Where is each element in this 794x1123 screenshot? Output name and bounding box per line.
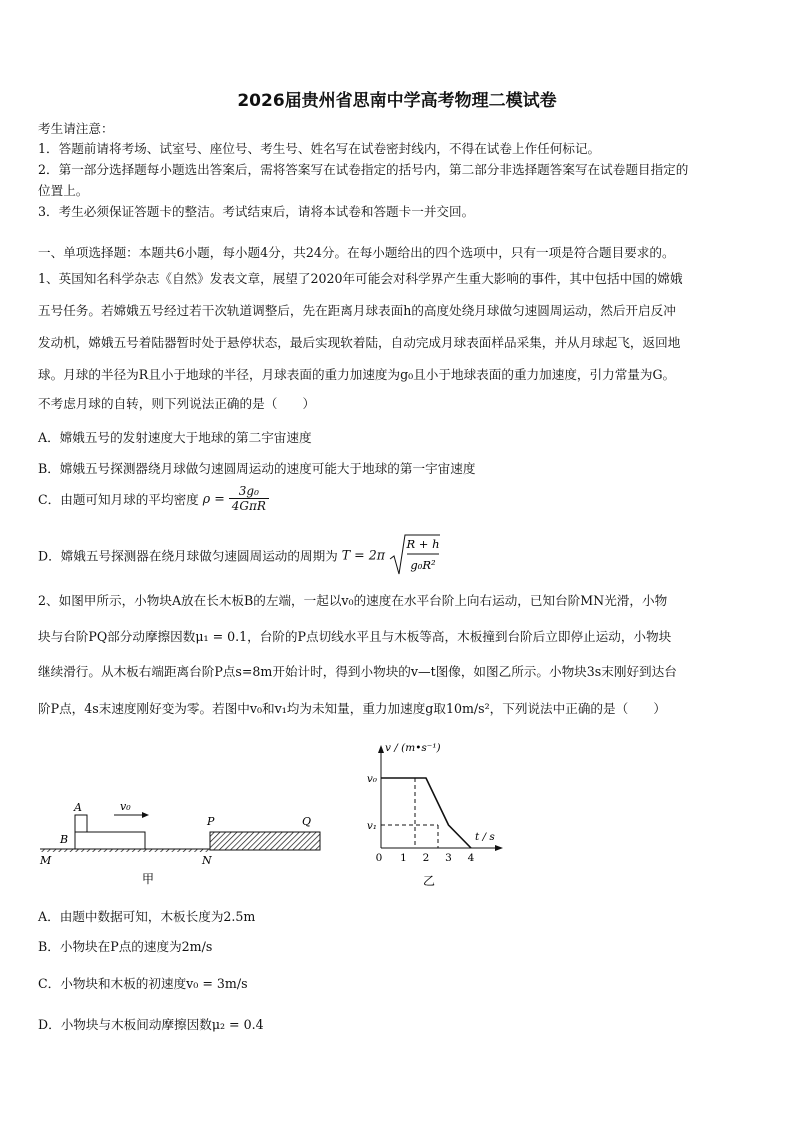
section-heading: 一、单项选择题：本题共6小题，每小题4分，共24分。在每小题给出的四个选项中，只有一项是符合题目要求的。	[38, 245, 675, 260]
notice-item-2: 2．第一部分选择题每小题选出答案后，需将答案写在试卷指定的括号内，第二部分非选择题答案写在试卷题目指定的	[38, 162, 689, 177]
x-tick-4: 4	[467, 852, 475, 864]
caption-yi: 乙	[422, 874, 436, 888]
y-axis-label: v / (m•s⁻¹)	[385, 742, 441, 754]
q2-line-2: 块与台阶PQ部分动摩擦因数μ₁ = 0.1，台阶的P点切线水平且与木板等高，木板撞到台阶后立即停止运动，小物块	[38, 629, 672, 644]
label-b: B	[60, 833, 69, 846]
q1-option-c	[38, 484, 269, 513]
label-n: N	[202, 854, 212, 867]
q1-option-d-numerator: R + h	[406, 537, 440, 551]
q1-option-b: B．嫦娥五号探测器绕月球做匀速圆周运动的速度可能大于地球的第一宇宙速度	[38, 461, 476, 476]
q1-option-c-fraction	[229, 484, 269, 513]
q1-line-1: 1、英国知名科学杂志《自然》发表文章，展望了2020年可能会对科学界产生重大影响的事件，其中包括中国的嫦娥	[38, 271, 683, 286]
q1-option-d-text: D．嫦娥五号探测器在绕月球做匀速圆周运动的周期为	[38, 548, 338, 564]
q1-line-3: 发动机，嫦娥五号着陆器暂时处于悬停状态，最后实现软着陆，自动完成月球表面样品采集，并从月球起飞，返回地	[38, 335, 681, 350]
notice-item-1: 1．答题前请将考场、试室号、座位号、考生号、姓名写在试卷密封线内，不得在试卷上作任何标记。	[38, 141, 601, 156]
x-tick-1: 1	[400, 852, 407, 864]
block-a	[75, 815, 87, 832]
q2-line-4: 阶P点，4s末速度刚好变为零。若图中v₀和v₁均为未知量，重力加速度g取10m/s²，下列说法中正确的是（ ）	[38, 701, 666, 716]
board-b	[75, 832, 145, 849]
q1-option-d-lhs: T = 2π	[341, 547, 386, 563]
q1-line-5: 不考虑月球的自转，则下列说法正确的是（ ）	[38, 396, 316, 411]
q1-option-c-denominator: 4GπR	[231, 499, 266, 513]
label-a: A	[74, 801, 82, 814]
q2-line-3: 继续滑行。从木板右端距离台阶P点s=8m开始计时，得到小物块的v—t图像，如图乙所示。小物块3s末刚好到达台	[38, 664, 677, 679]
x-axis	[381, 845, 503, 851]
q2-option-d: D．小物块与木板间动摩擦因数μ₂ = 0.4	[38, 1017, 264, 1032]
x-tick-0: 0	[375, 852, 383, 864]
label-m: M	[40, 854, 52, 867]
x-tick-labels	[376, 852, 475, 864]
q2-option-b: B．小物块在P点的速度为2m/s	[38, 939, 213, 954]
q1-line-4: 球。月球的半径为R且小于地球的半径，月球表面的重力加速度为g₀且小于地球表面的重力加速度，引力常量为G。	[38, 367, 676, 382]
caption-jia: 甲	[141, 872, 155, 886]
q1-option-d	[38, 533, 441, 577]
sqrt-icon	[389, 533, 441, 577]
y-axis	[378, 745, 384, 848]
vt-series-line	[381, 778, 471, 848]
x-tick-3: 3	[445, 852, 452, 864]
x-axis-label: t / s	[475, 831, 495, 843]
q1-line-2: 五号任务。若嫦娥五号经过若干次轨道调整后，先在距离月球表面h的高度处绕月球做匀速圆周运动，然后开启反冲	[38, 303, 676, 318]
label-q: Q	[302, 815, 312, 828]
figure-yi-vt-chart	[355, 736, 515, 891]
y-tick-v1: v₁	[366, 820, 377, 832]
q1-option-d-denominator: g₀R²	[410, 558, 436, 572]
y-tick-v0: v₀	[366, 773, 377, 785]
q2-option-a: A．由题中数据可知，木板长度为2.5m	[38, 909, 256, 924]
figure-jia	[36, 795, 336, 890]
q2-option-c: C．小物块和木板的初速度v₀ = 3m/s	[38, 976, 248, 991]
notice-heading: 考生请注意：	[38, 121, 114, 136]
notice-item-2-cont: 位置上。	[38, 183, 89, 198]
q2-line-1: 2、如图甲所示，小物块A放在长木板B的左端，一起以v₀的速度在水平台阶上向右运动，已知台阶MN光滑，小物	[38, 593, 668, 608]
notice-item-3: 3．考生必须保证答题卡的整洁。考试结束后，请将本试卷和答题卡一并交回。	[38, 204, 475, 219]
label-p: P	[207, 815, 215, 828]
x-tick-2: 2	[422, 852, 430, 864]
q1-option-a: A．嫦娥五号的发射速度大于地球的第二宇宙速度	[38, 430, 312, 445]
q1-option-c-lhs: ρ =	[202, 491, 225, 506]
q1-option-c-numerator: 3g₀	[229, 484, 269, 499]
label-v0: v₀	[120, 800, 131, 813]
page-title: 2026届贵州省思南中学高考物理二模试卷	[237, 91, 557, 111]
q1-option-c-text: C．由题可知月球的平均密度	[38, 492, 199, 507]
step-pq	[210, 832, 320, 850]
